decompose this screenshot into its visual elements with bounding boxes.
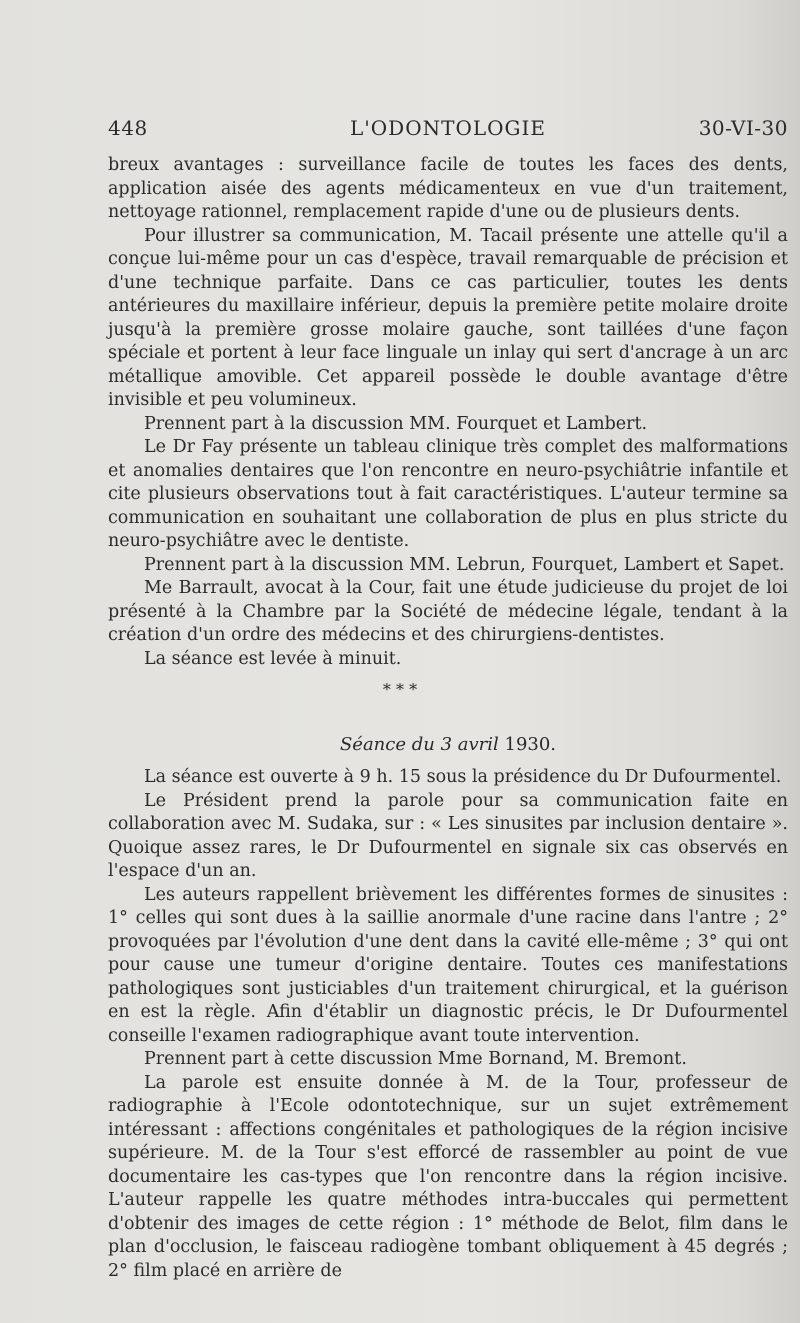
issue-date: 30-VI-30 — [698, 116, 788, 140]
section-heading — [108, 734, 788, 755]
paragraph: Prennent part à la discussion MM. Fourquet et Lambert. — [144, 413, 648, 434]
paragraph: Le Président prend la parole pour sa communication faite en collaboration avec M. Sudaka, sur : « Les sinusites par inclusion dentaire ». Quoique assez rares, le Dr Dufourmentel en signale six cas observés en l'espace d'un an. — [108, 790, 788, 881]
paragraph: Le Dr Fay présente un tableau clinique très complet des malformations et anomalies dentaires que l'on rencontre en neuro-psychiâtrie infantile et cite plusieurs observations tout à fait caractéristiques. L'auteur termine sa communication en souhaitant une collaboration de plus en plus stricte du neuro-psychiâtre avec le dentiste. — [108, 437, 788, 551]
paragraph: Prennent part à cette discussion Mme Bornand, M. Bremont. — [144, 1049, 687, 1069]
section-heading-year: 1930. — [504, 734, 557, 755]
paragraph: Les auteurs rappellent brièvement les différentes formes de sinusites : 1° celles qui sont dues à la saillie anormale d'une racine dans l'antre ; 2° provoquées par l'évolution d'une dent dans la cavité elle-même ; 3° qui ont pour cause une tumeur d'origine dentaire. Toutes ces manifestations pathologiques sont justiciables d'un traitement chirurgical, et la guérison en est la règle. Afin d'établir un diagnostic précis, le Dr Dufourmentel conseille l'examen radiographique avant toute intervention. — [108, 884, 788, 1046]
journal-title: L'ODONTOLOGIE — [350, 116, 546, 140]
paragraph: Prennent part à la discussion MM. Lebrun, Fourquet, Lambert et Sapet. — [144, 554, 785, 575]
page-number: 448 — [108, 116, 148, 140]
article-body-continued — [108, 766, 788, 1283]
running-header — [108, 116, 788, 146]
paragraph: Pour illustrer sa communication, M. Tacail présente une attelle qu'il a conçue lui-même pour un cas d'espèce, travail remarquable de précision et d'une technique parfaite. Dans ce cas particulier, toutes les dents antérieures du maxillaire inférieur, depuis la première petite molaire droite jusqu'à la première grosse molaire gauche, sont taillées d'une façon spéciale et portent à leur face linguale un inlay qui sert d'ancrage à un arc métallique amovible. Cet appareil possède le double avantage d'être invisible et peu volumineux. — [108, 225, 788, 410]
paragraph: La séance est levée à minuit. — [144, 648, 402, 669]
paragraph: La séance est ouverte à 9 h. 15 sous la présidence du Dr Dufourmentel. — [144, 767, 782, 787]
paragraph: La parole est ensuite donnée à M. de la Tour, professeur de radiographie à l'Ecole odontotechnique, sur un sujet extrêmement intéressant : affections congénitales et pathologiques de la région incisive supérieure. M. de la Tour s'est efforcé de rassembler au point de vue documentaire les cas-types que l'on rencontre dans la région incisive. L'auteur rappelle les quatre méthodes intra-buccales qui permettent d'obtenir des images de cette région : 1° méthode de Belot, film dans le plan d'occlusion, le faisceau radiogène tombant obliquement à 45 degrés ; 2° film placé en arrière de — [108, 1072, 788, 1281]
asterism-separator: * * * — [382, 680, 418, 699]
section-heading-text: Séance du 3 avril — [339, 734, 499, 755]
article-body — [108, 154, 788, 671]
paragraph: breux avantages : surveillance facile de toutes les faces des dents, application aisée des agents médicamenteux en vue d'un traitement, nettoyage rationnel, remplacement rapide d'une ou de plusieurs dents. — [108, 155, 788, 222]
paragraph: Me Barrault, avocat à la Cour, fait une étude judicieuse du projet de loi présenté à la Chambre par la Société de médecine légale, tendant à la création d'un ordre des médecins et des chirurgiens-dentistes. — [108, 578, 788, 645]
